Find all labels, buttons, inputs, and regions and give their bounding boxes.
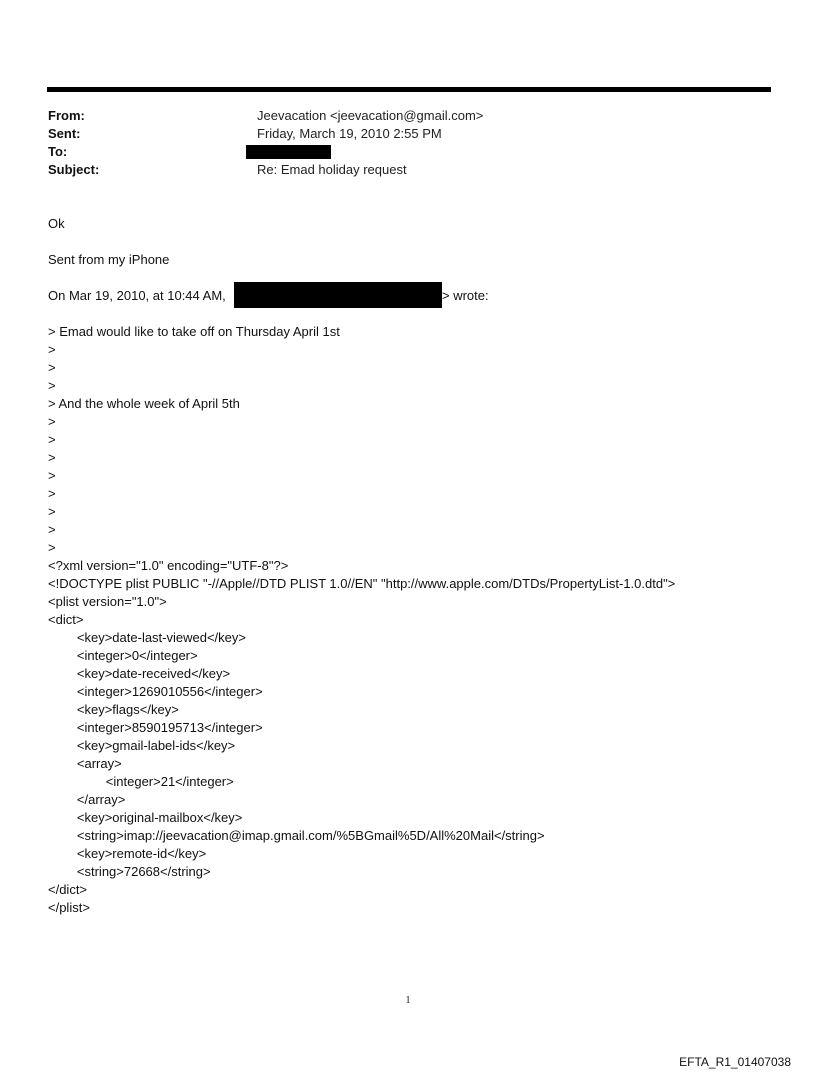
sender-redaction: [234, 282, 442, 308]
header-rule: [47, 87, 771, 92]
plist-line: <key>flags</key>: [48, 702, 179, 717]
plist-line: <key>original-mailbox</key>: [48, 810, 243, 825]
plist-line: <array>: [48, 756, 122, 771]
plist-line: <integer>21</integer>: [48, 774, 234, 789]
subject-value: Re: Emad holiday request: [257, 162, 407, 177]
quote-intro-prefix: On Mar 19, 2010, at 10:44 AM,: [48, 288, 226, 303]
plist-line: <string>imap://jeevacation@imap.gmail.com/%5BGmail%5D/All%20Mail</string>: [48, 828, 545, 843]
quoted-line: >: [48, 540, 56, 555]
to-redaction: [246, 145, 331, 159]
plist-line: <integer>8590195713</integer>: [48, 720, 263, 735]
plist-line: <?xml version="1.0" encoding="UTF-8"?>: [48, 558, 289, 573]
quoted-line: >: [48, 468, 56, 483]
quoted-line: > And the whole week of April 5th: [48, 396, 240, 411]
plist-line: <!DOCTYPE plist PUBLIC "-//Apple//DTD PLIST 1.0//EN" "http://www.apple.com/DTDs/PropertyList-1.0.dtd">: [48, 576, 676, 591]
quoted-line: > Emad would like to take off on Thursday April 1st: [48, 324, 340, 339]
reply-text: Ok: [48, 216, 65, 231]
signature-text: Sent from my iPhone: [48, 252, 170, 267]
quoted-line: >: [48, 486, 56, 501]
subject-label: Subject:: [48, 162, 100, 177]
page-number: 1: [405, 995, 411, 1006]
plist-line: <key>date-last-viewed</key>: [48, 630, 246, 645]
plist-line: </array>: [48, 792, 126, 807]
plist-line: <plist version="1.0">: [48, 594, 167, 609]
from-label: From:: [48, 108, 85, 123]
plist-line: </plist>: [48, 900, 90, 915]
quoted-line: >: [48, 378, 56, 393]
plist-line: </dict>: [48, 882, 88, 897]
quoted-line: >: [48, 342, 56, 357]
quoted-line: >: [48, 432, 56, 447]
plist-line: <integer>0</integer>: [48, 648, 198, 663]
from-value: Jeevacation <jeevacation@gmail.com>: [257, 108, 484, 123]
plist-line: <integer>1269010556</integer>: [48, 684, 263, 699]
sent-value: Friday, March 19, 2010 2:55 PM: [257, 126, 442, 141]
document-id: EFTA_R1_01407038: [679, 1055, 791, 1069]
plist-line: <dict>: [48, 612, 84, 627]
quoted-line: >: [48, 414, 56, 429]
plist-line: <string>72668</string>: [48, 864, 211, 879]
plist-line: <key>date-received</key>: [48, 666, 231, 681]
quoted-line: >: [48, 522, 56, 537]
to-label: To:: [48, 144, 68, 159]
sent-label: Sent:: [48, 126, 81, 141]
quoted-line: >: [48, 360, 56, 375]
quoted-line: >: [48, 450, 56, 465]
plist-line: <key>gmail-label-ids</key>: [48, 738, 236, 753]
plist-line: <key>remote-id</key>: [48, 846, 207, 861]
quoted-line: >: [48, 504, 56, 519]
quote-intro-suffix: > wrote:: [442, 288, 489, 303]
